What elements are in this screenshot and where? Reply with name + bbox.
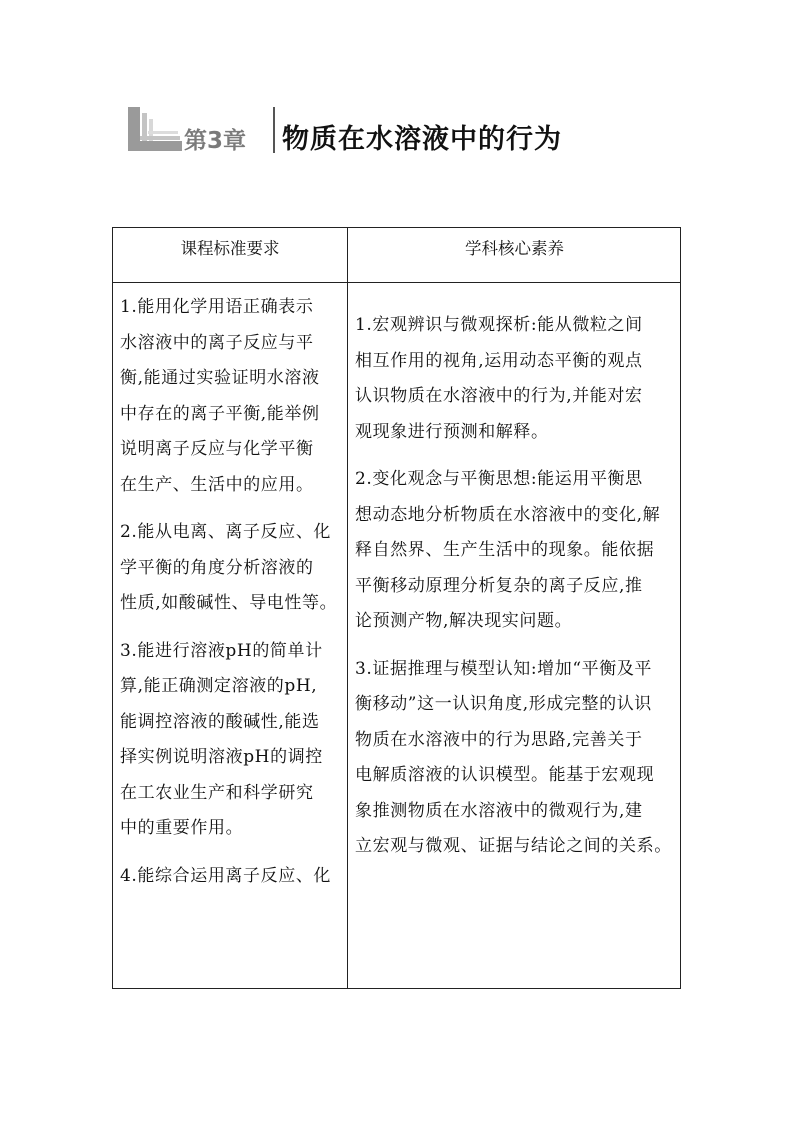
left-paragraph-line: 学平衡的角度分析溶液的: [120, 557, 314, 578]
right-paragraph-line: 2.变化观念与平衡思想:能运用平衡思: [355, 469, 643, 489]
left-paragraph-line: 性质,如酸碱性、导电性等。: [120, 593, 338, 613]
chapter-header: [126, 103, 606, 155]
left-paragraph-line: 3.能进行溶液pH的简单计: [120, 640, 323, 661]
right-paragraph-line: 观现象进行预测和解释。: [355, 421, 549, 442]
right-paragraph-line: 平衡移动原理分析复杂的离子反应,推: [355, 575, 643, 596]
paragraph-gap: [120, 847, 350, 859]
left-paragraph-line: 说明离子反应与化学平衡: [120, 439, 314, 459]
right-paragraph-line: 相互作用的视角,运用动态平衡的观点: [355, 350, 643, 371]
paragraph-gap: [120, 622, 350, 634]
left-paragraph-line: 2.能从电离、离子反应、化: [120, 522, 332, 542]
chapter-number: 第3章: [184, 128, 247, 154]
left-paragraph-1: [120, 290, 350, 503]
paragraph-gap: [120, 503, 350, 515]
left-paragraph-line: 中存在的离子平衡,能举例: [120, 403, 320, 424]
right-paragraph-line: 电解质溶液的认识模型。能基于宏观现: [355, 765, 655, 785]
left-paragraph-line: 1.能用化学用语正确表示: [120, 297, 314, 317]
curriculum-standards-cell: [120, 290, 350, 894]
left-paragraph-line: 衡,能通过实验证明水溶液: [120, 368, 320, 388]
right-paragraph-line: 物质在水溶液中的行为思路,完善关于: [355, 729, 643, 750]
core-competencies-cell: [355, 308, 681, 865]
right-paragraph-1: [355, 308, 681, 450]
header-curriculum-standards: 课程标准要求: [180, 239, 280, 258]
right-paragraph-line: 3.证据推理与模型认知:增加“平衡及平: [355, 658, 653, 679]
left-paragraph-4: [120, 859, 350, 895]
left-paragraph-line: 在生产、生活中的应用。: [120, 474, 314, 495]
right-paragraph-line: 衡移动”这一认识角度,形成完整的认识: [355, 694, 652, 714]
right-paragraph-line: 释自然界、生产生活中的现象。能依据: [355, 540, 655, 560]
left-paragraph-line: 4.能综合运用离子反应、化: [120, 865, 332, 886]
right-paragraph-line: 论预测产物,解决现实问题。: [355, 611, 573, 631]
header-core-competencies: 学科核心素养: [465, 239, 564, 258]
header-divider: [273, 107, 275, 153]
left-paragraph-line: 在工农业生产和科学研究: [120, 782, 314, 803]
header-row-divider: [113, 282, 680, 283]
right-paragraph-2: [355, 462, 681, 640]
left-paragraph-line: 能调控溶液的酸碱性,能选: [120, 711, 320, 732]
right-paragraph-3: [355, 652, 681, 865]
right-paragraph-line: 想动态地分析物质在水溶液中的变化,解: [355, 504, 661, 525]
right-paragraph-line: 象推测物质在水溶液中的微观行为,建: [355, 800, 643, 821]
left-paragraph-2: [120, 515, 350, 622]
left-paragraph-line: 择实例说明溶液pH的调控: [120, 747, 323, 767]
standards-table: [112, 227, 681, 989]
left-paragraph-line: 算,能正确测定溶液的pH,: [120, 676, 318, 696]
left-paragraph-line: 水溶液中的离子反应与平: [120, 332, 314, 353]
chapter-logo-icon: [126, 105, 184, 155]
right-paragraph-line: 认识物质在水溶液中的行为,并能对宏: [355, 386, 643, 406]
paragraph-gap: [355, 640, 681, 652]
chapter-title: 物质在水溶液中的行为: [282, 124, 562, 155]
left-paragraph-line: 中的重要作用。: [120, 818, 244, 838]
right-paragraph-line: 立宏观与微观、证据与结论之间的关系。: [355, 836, 672, 856]
left-paragraph-3: [120, 634, 350, 847]
right-paragraph-line: 1.宏观辨识与微观探析:能从微粒之间: [355, 315, 643, 335]
paragraph-gap: [355, 450, 681, 462]
